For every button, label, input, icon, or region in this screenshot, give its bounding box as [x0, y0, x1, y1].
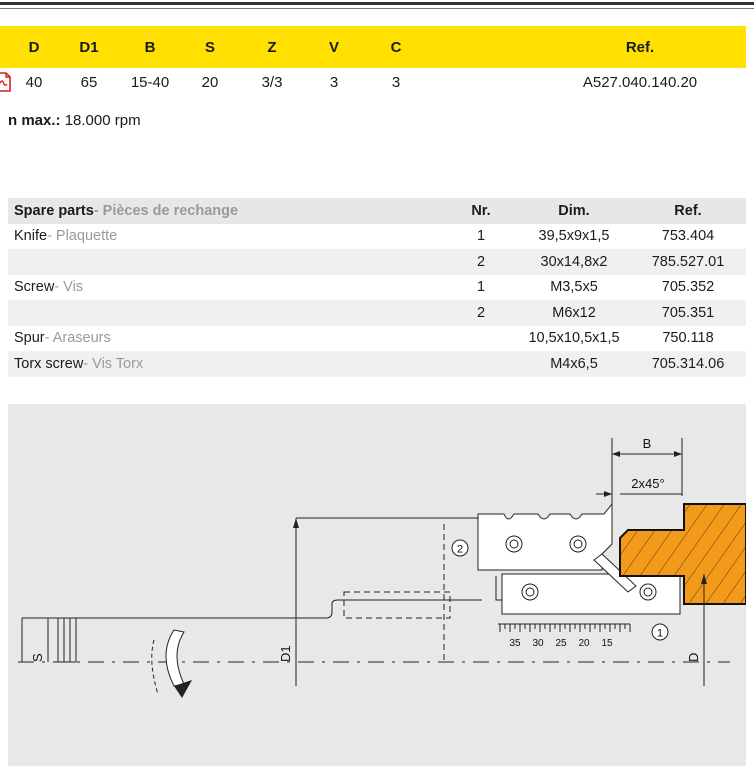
part-dim: 10,5x10,5x1,5 — [528, 330, 620, 347]
header-part-ref: Ref. — [674, 202, 702, 219]
value-s: 20 — [201, 73, 219, 91]
shaft-end — [58, 618, 76, 662]
label-chamfer: 2x45° — [631, 476, 665, 491]
chamfer-arrowhead — [604, 491, 612, 497]
d1-arrow — [293, 518, 299, 528]
part-name-fr: - Plaquette — [47, 228, 118, 245]
technical-drawing — [8, 404, 746, 766]
max-speed — [8, 112, 141, 129]
spare-parts-title-fr: - Pièces de rechange — [93, 202, 239, 219]
part-nr: 1 — [476, 228, 486, 245]
part-dim: M4x6,5 — [550, 355, 598, 372]
top-rule — [0, 2, 754, 5]
max-speed-value: 18.000 rpm — [64, 112, 141, 129]
value-z: 3/3 — [261, 73, 283, 91]
value-b: 15-40 — [130, 73, 170, 91]
part-ref: 750.118 — [662, 330, 714, 347]
screw-icon — [570, 536, 586, 552]
part-nr: 2 — [476, 253, 486, 270]
rotation-arrow-icon — [166, 630, 184, 686]
part-name — [14, 326, 111, 352]
scale-labels — [509, 638, 613, 649]
part-nr — [463, 326, 499, 352]
part-dim: 39,5x9x1,5 — [538, 228, 610, 245]
screw-icon — [506, 536, 522, 552]
header-v: V — [328, 38, 339, 56]
scale-label: 30 — [532, 638, 544, 649]
part-ref: 705.314.06 — [651, 355, 725, 372]
part-name — [14, 224, 117, 250]
header-ref: Ref. — [625, 38, 655, 56]
header-dim: Dim. — [558, 202, 590, 219]
part-dim: M6x12 — [552, 304, 596, 321]
part-nr — [463, 351, 499, 377]
header-z: Z — [267, 38, 277, 56]
part-name-en: Screw — [14, 279, 55, 296]
hidden-body — [344, 592, 450, 618]
table-row — [8, 275, 746, 301]
table-row — [8, 326, 746, 352]
cutter-drawing-svg — [8, 404, 746, 766]
spec-table-header — [0, 26, 746, 68]
part-name — [14, 275, 83, 301]
part-name — [14, 351, 143, 377]
value-d1: 65 — [80, 73, 98, 91]
part-dim: 30x14,8x2 — [540, 253, 608, 270]
rotation-arrow-trace — [152, 640, 158, 694]
part-nr: 2 — [476, 304, 486, 321]
knife-holder-2 — [478, 504, 612, 570]
value-d: 40 — [25, 73, 43, 91]
header-d1: D1 — [79, 38, 99, 56]
value-v: 3 — [329, 73, 339, 91]
scale-ticks — [500, 624, 630, 632]
label-s: S — [30, 653, 45, 662]
screw-icon — [640, 584, 656, 600]
part-dim: M3,5x5 — [550, 279, 598, 296]
pdf-document-icon[interactable] — [0, 72, 12, 92]
part-ref: 705.351 — [661, 304, 715, 321]
scale-label: 20 — [578, 638, 590, 649]
table-row — [8, 351, 746, 377]
top-rule-thin — [0, 8, 754, 9]
part-name-en: Knife — [14, 228, 48, 245]
holder-1-step — [496, 576, 502, 600]
spec-table-row — [0, 68, 746, 96]
spare-parts-title-en: Spare parts — [14, 202, 94, 219]
screw-icon — [522, 584, 538, 600]
marker-1-label: 1 — [656, 627, 664, 640]
shaft-outline — [22, 600, 482, 618]
value-c: 3 — [391, 73, 401, 91]
max-speed-label: n max.: — [8, 112, 61, 129]
header-b: B — [144, 38, 156, 56]
table-row — [8, 224, 746, 250]
label-d: D — [686, 652, 701, 662]
table-row — [8, 249, 746, 275]
part-nr: 1 — [476, 279, 486, 296]
part-name-fr: - Vis — [54, 279, 84, 296]
part-ref: 705.352 — [661, 279, 715, 296]
part-name-fr: - Araseurs — [44, 330, 111, 347]
scale-label: 35 — [509, 638, 521, 649]
header-d: D — [28, 38, 40, 56]
part-ref: 785.527.01 — [651, 253, 725, 270]
spare-parts-table — [8, 198, 746, 377]
table-row — [8, 300, 746, 326]
spare-parts-header — [8, 198, 746, 224]
part-name-en: Spur — [14, 330, 45, 347]
label-b: B — [642, 436, 652, 451]
value-ref: A527.040.140.20 — [582, 73, 698, 91]
marker-2-label: 2 — [456, 543, 464, 556]
part-name-fr: - Vis Torx — [83, 355, 144, 372]
scale-label: 15 — [601, 638, 613, 649]
scale-label: 25 — [555, 638, 567, 649]
part-name-en: Torx screw — [14, 355, 84, 372]
label-d1: D1 — [278, 645, 293, 662]
header-nr: Nr. — [471, 202, 491, 219]
header-s: S — [204, 38, 215, 56]
spare-parts-title — [14, 198, 238, 224]
header-c: C — [390, 38, 402, 56]
part-ref: 753.404 — [661, 228, 715, 245]
